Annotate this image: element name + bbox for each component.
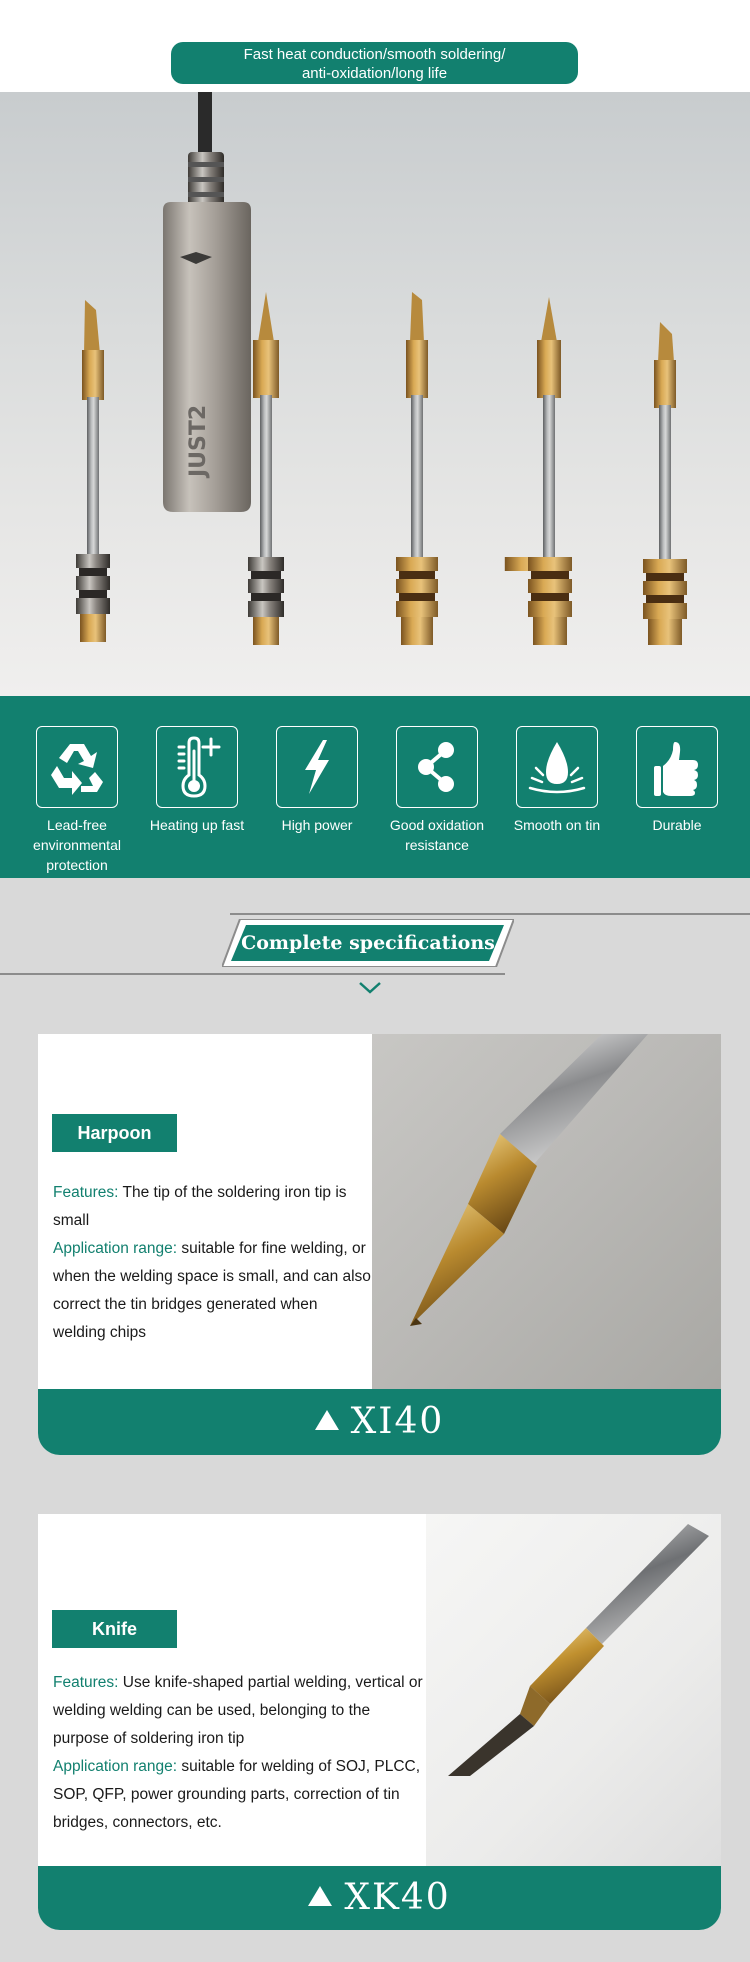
features-key: Features: bbox=[53, 1674, 119, 1691]
feature-label: Heating up fast bbox=[149, 817, 245, 833]
range-text: suitable for welding of SOJ, PLCC, SOP, QFP, power grounding parts, correction of tin bridges, connectors, etc. bbox=[53, 1758, 421, 1831]
product-card-knife bbox=[38, 1514, 721, 1866]
product-tag: Harpoon bbox=[52, 1114, 177, 1152]
specs-banner bbox=[222, 919, 514, 967]
thumbs-up-icon bbox=[636, 726, 718, 808]
handle-engraving: JUST2 bbox=[186, 404, 211, 477]
feature-label: High power bbox=[281, 817, 353, 833]
features-key: Features: bbox=[53, 1184, 119, 1201]
range-line bbox=[53, 1753, 425, 1837]
model-footer-xi40 bbox=[38, 1389, 721, 1455]
product-tag: Knife bbox=[52, 1610, 177, 1648]
features-text: Use knife-shaped partial welding, vertical or welding welding can be used, belonging to the purpose of soldering iron tip bbox=[53, 1674, 423, 1747]
feature-band bbox=[0, 696, 750, 878]
lightning-bolt-icon bbox=[276, 726, 358, 808]
triangle-icon bbox=[308, 1886, 332, 1906]
feature-heating bbox=[141, 726, 253, 835]
range-key: Application range: bbox=[53, 1758, 178, 1775]
chevron-down-icon bbox=[358, 981, 382, 995]
features-text: The tip of the soldering iron tip is small bbox=[53, 1184, 347, 1229]
headline-line-1: Fast heat conduction/smooth soldering/ bbox=[243, 46, 506, 63]
specs-title: Complete specifications bbox=[241, 932, 495, 954]
feature-high-power bbox=[261, 726, 373, 835]
feature-label: Good oxidation resistance bbox=[389, 817, 485, 853]
divider-line-bottom bbox=[0, 973, 505, 975]
product-card-harpoon bbox=[38, 1034, 721, 1389]
harpoon-tip-photo bbox=[372, 1034, 721, 1389]
water-drop-icon bbox=[516, 726, 598, 808]
recycle-icon bbox=[36, 726, 118, 808]
range-text: suitable for fine welding, or when the welding space is small, and can also correct the tin bridges generated when welding chips bbox=[53, 1240, 371, 1341]
features-line bbox=[53, 1179, 373, 1235]
features-line bbox=[53, 1669, 425, 1753]
headline-line-2: anti-oxidation/long life bbox=[301, 65, 448, 82]
triangle-icon bbox=[315, 1410, 339, 1430]
model-code: XK40 bbox=[344, 1877, 451, 1918]
feature-label: Durable bbox=[652, 817, 702, 833]
divider-line-top bbox=[230, 913, 750, 915]
feature-oxidation bbox=[381, 726, 493, 855]
range-line bbox=[53, 1235, 373, 1347]
knife-tip-photo bbox=[426, 1514, 721, 1866]
feature-label: Smooth on tin bbox=[513, 817, 601, 833]
thermometer-plus-icon bbox=[156, 726, 238, 808]
feature-smooth-tin bbox=[501, 726, 613, 835]
model-footer-xk40 bbox=[38, 1866, 721, 1930]
product-description bbox=[53, 1669, 425, 1837]
feature-durable bbox=[621, 726, 733, 835]
feature-label: Lead-free environmental protection bbox=[33, 817, 121, 873]
model-code: XI40 bbox=[350, 1401, 445, 1442]
share-nodes-icon bbox=[396, 726, 478, 808]
feature-lead-free bbox=[21, 726, 133, 875]
headline-pill bbox=[171, 42, 578, 84]
product-description bbox=[53, 1179, 373, 1347]
range-key: Application range: bbox=[53, 1240, 178, 1257]
hero-product-photo bbox=[0, 92, 750, 696]
